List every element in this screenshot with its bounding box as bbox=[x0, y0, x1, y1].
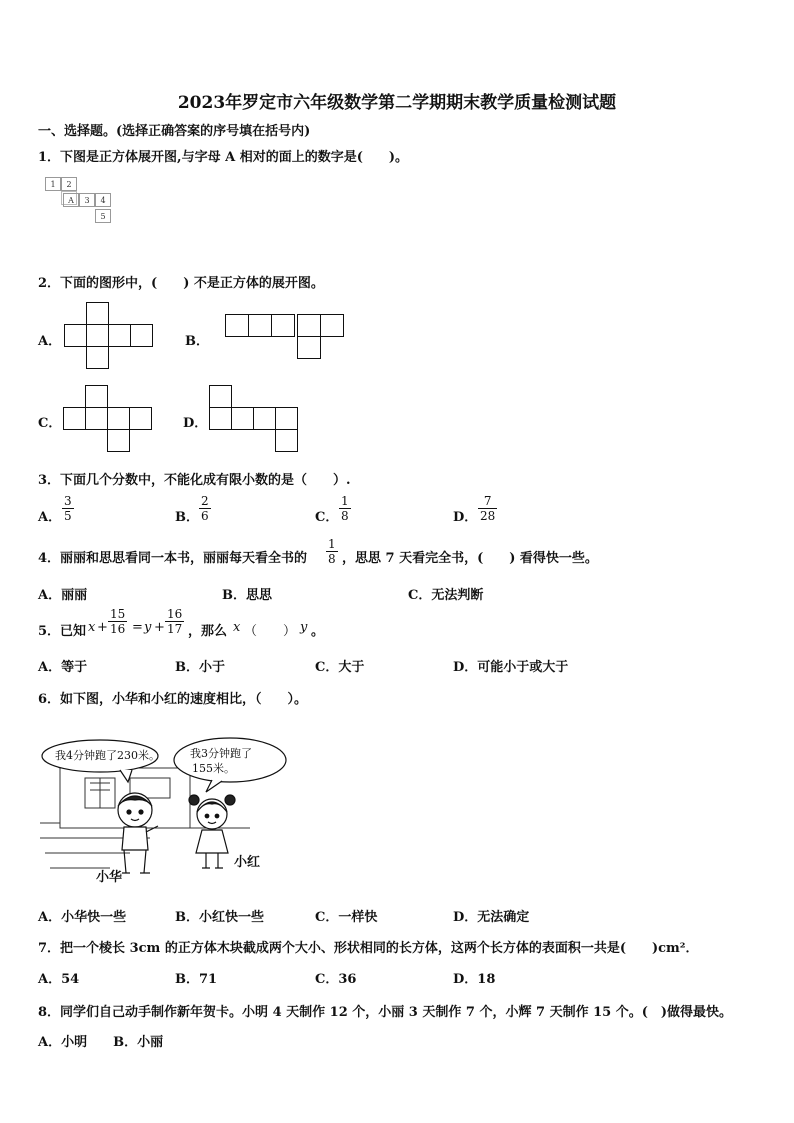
q7-option-d: D．18 bbox=[453, 972, 496, 987]
net-cell-a: A bbox=[63, 193, 79, 207]
q6-name-girl: 小红 bbox=[234, 855, 261, 870]
q6-name-boy: 小华 bbox=[96, 870, 123, 885]
q3-option-c-label: C． bbox=[315, 510, 339, 525]
question-5-prefix: 5．已知 bbox=[38, 624, 87, 639]
q2-option-d-label: D． bbox=[183, 416, 208, 431]
q6-bubble-1-text: 我4分钟跑了230米。 bbox=[55, 749, 160, 762]
question-4-stem-part1: 4．丽丽和思思看同一本书，丽丽每天看全书的 bbox=[38, 551, 308, 566]
net-cell-5: 5 bbox=[95, 209, 111, 223]
q2-option-a-label: A． bbox=[38, 334, 62, 349]
net-cell-3: 3 bbox=[79, 193, 95, 207]
q5-var-y: y bbox=[144, 620, 152, 635]
q3-option-a-fraction: $\frac{3}{5}$ bbox=[64, 494, 72, 523]
question-7-stem: 7．把一个棱长 3cm 的正方体木块截成两个大小、形状相同的长方体，这两个长方体的表面积一共是( )cm²． bbox=[38, 941, 699, 956]
net-cell-2: 2 bbox=[61, 177, 77, 191]
q5-option-b: B．小于 bbox=[175, 660, 225, 675]
page-title: 2023年罗定市六年级数学第二学期期末教学质量检测试题 bbox=[177, 93, 617, 113]
question-4-stem-part2: ，思思 7 天看完全书，( ) 看得快一些。 bbox=[342, 551, 598, 566]
q7-option-b: B．71 bbox=[175, 972, 218, 987]
q5-var-x: x bbox=[88, 620, 96, 635]
q5-plus-1: + bbox=[97, 620, 108, 635]
question-2-stem: 2．下面的图形中，( ) 不是正方体的展开图。 bbox=[38, 276, 324, 291]
q3-option-d-label: D． bbox=[453, 510, 478, 525]
q8-options: A．小明 B．小丽 bbox=[38, 1035, 164, 1050]
q5-plus-2: + bbox=[154, 620, 165, 635]
q5-end: 。 bbox=[311, 624, 325, 639]
q7-option-c: C．36 bbox=[315, 972, 357, 987]
q5-then: ，那么 bbox=[188, 624, 228, 639]
q5-option-d: D．可能小于或大于 bbox=[453, 660, 569, 675]
section-heading: 一、选择题。(选择正确答案的序号填在括号内) bbox=[38, 124, 311, 139]
q5-fraction-2: $\frac{16}{17}$ bbox=[167, 607, 183, 636]
q5-var-y-2: y bbox=[300, 620, 308, 635]
q4-fraction: $\frac{1}{8}$ bbox=[328, 537, 336, 566]
net-cell-1: 1 bbox=[45, 177, 61, 191]
girl-figure bbox=[189, 795, 235, 868]
q3-option-b-fraction: $\frac{2}{6}$ bbox=[201, 494, 209, 523]
question-1-stem: 1．下图是正方体展开图,与字母 A 相对的面上的数字是( )。 bbox=[38, 150, 409, 165]
q6-option-a: A．小华快一些 bbox=[38, 910, 127, 925]
q6-bubble-2-line1: 我3分钟跑了 bbox=[190, 747, 252, 760]
q4-option-c: C．无法判断 bbox=[408, 588, 484, 603]
q5-equals: = bbox=[132, 620, 143, 635]
q3-option-d-fraction: $\frac{7}{28}$ bbox=[480, 494, 496, 523]
q3-option-a-label: A． bbox=[38, 510, 62, 525]
q6-option-d: D．无法确定 bbox=[453, 910, 530, 925]
q3-option-b-label: B． bbox=[175, 510, 199, 525]
q4-option-b: B．思思 bbox=[222, 588, 272, 603]
q5-blank: （ ） bbox=[244, 624, 297, 639]
q5-option-c: C．大于 bbox=[315, 660, 365, 675]
q6-option-b: B．小红快一些 bbox=[175, 910, 264, 925]
q5-var-x-2: x bbox=[233, 620, 241, 635]
q5-fraction-1: $\frac{15}{16}$ bbox=[110, 607, 126, 636]
question-8-stem: 8．同学们自己动手制作新年贺卡。小明 4 天制作 12 个，小丽 3 天制作 7 个，小辉 7 天制作 15 个。( )做得最快。 bbox=[38, 1005, 733, 1020]
q5-option-a: A．等于 bbox=[38, 660, 88, 675]
question-6-stem: 6．如下图，小华和小红的速度相比，（ ）。 bbox=[38, 692, 308, 707]
boy-figure bbox=[118, 793, 158, 873]
q6-bubble-2-line2: 155米。 bbox=[192, 762, 235, 775]
question-3-stem: 3．下面几个分数中，不能化成有限小数的是（ ）. bbox=[38, 473, 351, 488]
q2-option-b-label: B． bbox=[185, 334, 209, 349]
q6-option-c: C．一样快 bbox=[315, 910, 378, 925]
q4-option-a: A．丽丽 bbox=[38, 588, 88, 603]
q7-option-a: A．54 bbox=[38, 972, 80, 987]
q3-option-c-fraction: $\frac{1}{8}$ bbox=[341, 494, 349, 523]
q2-option-c-label: C． bbox=[38, 416, 62, 431]
net-cell-4: 4 bbox=[95, 193, 111, 207]
